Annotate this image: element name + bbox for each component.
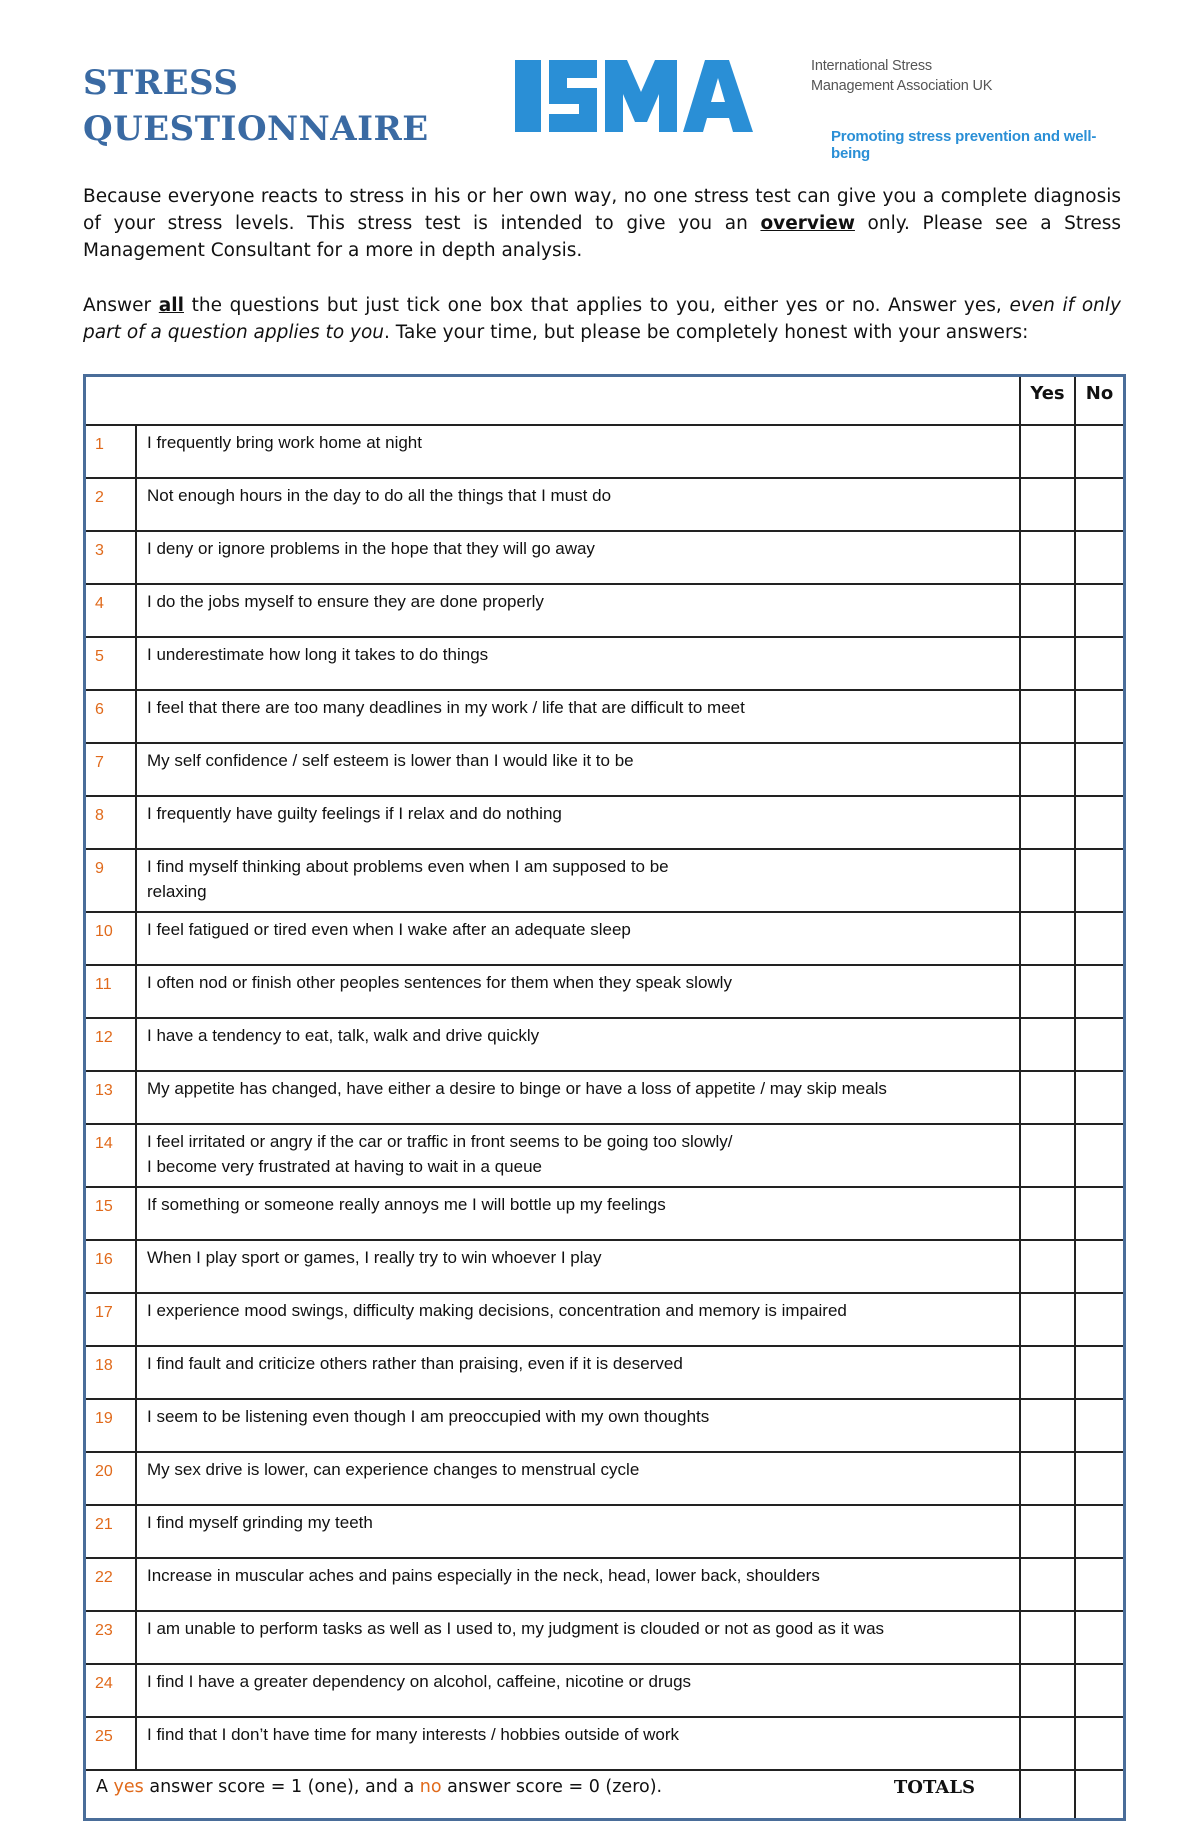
instructions-text: . Take your time, but please be completely honest with your answers: [384, 322, 1029, 343]
question-number: 22 [85, 1558, 137, 1611]
title-line-1: STRESS [83, 63, 239, 103]
question-text-line-1: I feel fatigued or tired even when I wake after an adequate sleep [147, 920, 631, 939]
question-text [136, 1293, 1020, 1346]
yes-checkbox-cell[interactable] [1020, 1018, 1075, 1071]
question-row [85, 425, 1125, 478]
question-number: 10 [85, 912, 137, 965]
question-row [85, 1611, 1125, 1664]
yes-checkbox-cell[interactable] [1020, 1452, 1075, 1505]
question-text [136, 849, 1020, 912]
yes-total-cell[interactable] [1020, 1770, 1075, 1820]
question-text [136, 690, 1020, 743]
yes-checkbox-cell[interactable] [1020, 849, 1075, 912]
yes-checkbox-cell[interactable] [1020, 690, 1075, 743]
question-row [85, 1293, 1125, 1346]
instructions-text: Answer [83, 295, 159, 316]
yes-checkbox-cell[interactable] [1020, 1293, 1075, 1346]
question-text-line-2: I become very frustrated at having to wait in a queue [147, 1157, 543, 1176]
intro-paragraph-1 [83, 183, 1121, 264]
yes-checkbox-cell[interactable] [1020, 531, 1075, 584]
question-number: 5 [85, 637, 137, 690]
question-number: 3 [85, 531, 137, 584]
no-total-cell[interactable] [1075, 1770, 1125, 1820]
question-text [136, 1558, 1020, 1611]
yes-checkbox-cell[interactable] [1020, 743, 1075, 796]
yes-checkbox-cell[interactable] [1020, 1399, 1075, 1452]
page-title [83, 60, 503, 152]
question-text-line-1: I find myself thinking about problems even when I am supposed to be [147, 857, 669, 876]
question-row [85, 1452, 1125, 1505]
question-text-line-1: When I play sport or games, I really try to win whoever I play [147, 1248, 602, 1267]
question-number: 18 [85, 1346, 137, 1399]
question-text [136, 1505, 1020, 1558]
isma-logo [555, 58, 1135, 162]
question-text [136, 1071, 1020, 1124]
header-yes: Yes [1020, 376, 1075, 426]
question-row [85, 1399, 1125, 1452]
question-text [136, 1452, 1020, 1505]
scoring-no: no [419, 1777, 442, 1797]
question-text-line-1: I am unable to perform tasks as well as I used to, my judgment is clouded or not as good as it was [147, 1619, 885, 1638]
no-checkbox-cell[interactable] [1075, 478, 1125, 531]
no-checkbox-cell[interactable] [1075, 1505, 1125, 1558]
yes-checkbox-cell[interactable] [1020, 478, 1075, 531]
question-number: 25 [85, 1717, 137, 1770]
question-text [136, 1399, 1020, 1452]
no-checkbox-cell[interactable] [1075, 1346, 1125, 1399]
question-text [136, 531, 1020, 584]
question-text-line-1: Not enough hours in the day to do all the things that I must do [147, 486, 612, 505]
yes-checkbox-cell[interactable] [1020, 584, 1075, 637]
question-number: 17 [85, 1293, 137, 1346]
yes-checkbox-cell[interactable] [1020, 1505, 1075, 1558]
question-row [85, 1664, 1125, 1717]
question-row [85, 478, 1125, 531]
yes-checkbox-cell[interactable] [1020, 1124, 1075, 1187]
scoring-note [85, 1770, 1021, 1820]
question-text [136, 1124, 1020, 1187]
yes-checkbox-cell[interactable] [1020, 965, 1075, 1018]
question-row [85, 1240, 1125, 1293]
no-checkbox-cell[interactable] [1075, 690, 1125, 743]
question-row [85, 1346, 1125, 1399]
question-number: 9 [85, 849, 137, 912]
question-text-line-1: Increase in muscular aches and pains especially in the neck, head, lower back, shoulders [147, 1566, 820, 1585]
question-number: 4 [85, 584, 137, 637]
yes-checkbox-cell[interactable] [1020, 425, 1075, 478]
question-row [85, 584, 1125, 637]
question-row [85, 1717, 1125, 1770]
yes-checkbox-cell[interactable] [1020, 1187, 1075, 1240]
yes-checkbox-cell[interactable] [1020, 1346, 1075, 1399]
question-text-line-1: I underestimate how long it takes to do things [147, 645, 489, 664]
header-blank-cell [85, 376, 1021, 426]
question-number: 20 [85, 1452, 137, 1505]
question-text [136, 965, 1020, 1018]
question-text-line-1: I deny or ignore problems in the hope that they will go away [147, 539, 595, 558]
yes-checkbox-cell[interactable] [1020, 1558, 1075, 1611]
yes-checkbox-cell[interactable] [1020, 637, 1075, 690]
intro-emphasis: overview [760, 213, 855, 234]
no-checkbox-cell[interactable] [1075, 584, 1125, 637]
yes-checkbox-cell[interactable] [1020, 1611, 1075, 1664]
question-text-line-1: I find that I don’t have time for many interests / hobbies outside of work [147, 1725, 679, 1744]
question-text-line-1: I feel irritated or angry if the car or traffic in front seems to be going too slowly/ [147, 1132, 733, 1151]
question-row [85, 796, 1125, 849]
no-checkbox-cell[interactable] [1075, 1664, 1125, 1717]
scoring-text: answer score = 1 (one), and a [143, 1777, 420, 1797]
question-number: 23 [85, 1611, 137, 1664]
question-row [85, 1018, 1125, 1071]
totals-row [85, 1770, 1125, 1820]
no-checkbox-cell[interactable] [1075, 531, 1125, 584]
question-text [136, 584, 1020, 637]
instructions-text: the questions but just tick one box that applies to you, either yes or no. Answer yes, [183, 295, 1010, 316]
yes-checkbox-cell[interactable] [1020, 1071, 1075, 1124]
no-checkbox-cell[interactable] [1075, 1240, 1125, 1293]
question-number: 12 [85, 1018, 137, 1071]
question-row [85, 531, 1125, 584]
questionnaire-table [83, 374, 1126, 1821]
question-number: 11 [85, 965, 137, 1018]
question-text-line-2: relaxing [147, 882, 207, 901]
isma-logo-mark [515, 58, 765, 138]
question-number: 14 [85, 1124, 137, 1187]
intro-text: Because everyone reacts to stress in his or her own way, no one stress test can give you a complete diagnosis of your stress levels. This stress test is intended to give you an [83, 186, 1121, 234]
question-text-line-1: I seem to be listening even though I am preoccupied with my own thoughts [147, 1407, 710, 1426]
instructions-italic: even if only part of a question applies to you [83, 295, 1121, 343]
question-row [85, 912, 1125, 965]
question-text-line-1: My sex drive is lower, can experience changes to menstrual cycle [147, 1460, 640, 1479]
question-number: 16 [85, 1240, 137, 1293]
question-text [136, 1018, 1020, 1071]
yes-checkbox-cell[interactable] [1020, 1240, 1075, 1293]
question-row [85, 965, 1125, 1018]
no-checkbox-cell[interactable] [1075, 965, 1125, 1018]
question-row [85, 1505, 1125, 1558]
no-checkbox-cell[interactable] [1075, 425, 1125, 478]
question-text [136, 1717, 1020, 1770]
question-row [85, 743, 1125, 796]
question-text [136, 912, 1020, 965]
question-number: 2 [85, 478, 137, 531]
yes-checkbox-cell[interactable] [1020, 1664, 1075, 1717]
question-number: 1 [85, 425, 137, 478]
question-text-line-1: I do the jobs myself to ensure they are done properly [147, 592, 544, 611]
logo-uk-badge: UK [785, 126, 797, 135]
totals-label: TOTALS [893, 1777, 975, 1798]
intro-text: only. Please see a Stress Management Consultant for a more in depth analysis. [83, 213, 1122, 261]
question-text-line-1: I frequently bring work home at night [147, 433, 422, 452]
question-number: 13 [85, 1071, 137, 1124]
question-row [85, 1124, 1125, 1187]
question-text-line-1: I frequently have guilty feelings if I relax and do nothing [147, 804, 562, 823]
no-checkbox-cell[interactable] [1075, 849, 1125, 912]
no-checkbox-cell[interactable] [1075, 1452, 1125, 1505]
no-checkbox-cell[interactable] [1075, 1611, 1125, 1664]
question-number: 15 [85, 1187, 137, 1240]
no-checkbox-cell[interactable] [1075, 1018, 1125, 1071]
question-number: 6 [85, 690, 137, 743]
yes-checkbox-cell[interactable] [1020, 796, 1075, 849]
no-checkbox-cell[interactable] [1075, 1558, 1125, 1611]
question-text-line-1: If something or someone really annoys me I will bottle up my feelings [147, 1195, 666, 1214]
table-header-row [85, 376, 1125, 426]
no-checkbox-cell[interactable] [1075, 1293, 1125, 1346]
question-text-line-1: I find I have a greater dependency on alcohol, caffeine, nicotine or drugs [147, 1672, 692, 1691]
question-text [136, 637, 1020, 690]
no-checkbox-cell[interactable] [1075, 796, 1125, 849]
question-text-line-1: I feel that there are too many deadlines in my work / life that are difficult to meet [147, 698, 745, 717]
instructions-emphasis: all [158, 295, 184, 316]
scoring-text: answer score = 0 (zero). [441, 1777, 663, 1797]
yes-checkbox-cell[interactable] [1020, 912, 1075, 965]
question-text [136, 1611, 1020, 1664]
no-checkbox-cell[interactable] [1075, 1124, 1125, 1187]
no-checkbox-cell[interactable] [1075, 637, 1125, 690]
logo-org-line-1: International Stress [811, 58, 932, 74]
scoring-yes: yes [113, 1777, 144, 1797]
question-text [136, 743, 1020, 796]
question-text [136, 1346, 1020, 1399]
intro-paragraph-2 [83, 292, 1121, 346]
question-text [136, 1664, 1020, 1717]
logo-tagline: Promoting stress prevention and well-being [831, 128, 1097, 162]
question-row [85, 690, 1125, 743]
question-row [85, 1187, 1125, 1240]
header-no: No [1075, 376, 1125, 426]
question-text-line-1: I have a tendency to eat, talk, walk and drive quickly [147, 1026, 540, 1045]
question-text-line-1: My self confidence / self esteem is lower than I would like it to be [147, 751, 634, 770]
no-checkbox-cell[interactable] [1075, 743, 1125, 796]
question-text-line-1: I often nod or finish other peoples sentences for them when they speak slowly [147, 973, 732, 992]
question-row [85, 849, 1125, 912]
question-text [136, 425, 1020, 478]
question-text-line-1: I experience mood swings, difficulty making decisions, concentration and memory is impaired [147, 1301, 847, 1320]
no-checkbox-cell[interactable] [1075, 912, 1125, 965]
question-number: 24 [85, 1664, 137, 1717]
title-line-2: QUESTIONNAIRE [83, 109, 429, 149]
scoring-text: A [96, 1777, 114, 1797]
question-number: 21 [85, 1505, 137, 1558]
question-number: 7 [85, 743, 137, 796]
question-row [85, 1071, 1125, 1124]
yes-checkbox-cell[interactable] [1020, 1717, 1075, 1770]
no-checkbox-cell[interactable] [1075, 1399, 1125, 1452]
question-number: 8 [85, 796, 137, 849]
question-row [85, 637, 1125, 690]
question-number: 19 [85, 1399, 137, 1452]
question-text-line-1: I find fault and criticize others rather than praising, even if it is deserved [147, 1354, 683, 1373]
question-text-line-1: I find myself grinding my teeth [147, 1513, 373, 1532]
question-row [85, 1558, 1125, 1611]
no-checkbox-cell[interactable] [1075, 1717, 1125, 1770]
question-text [136, 1187, 1020, 1240]
no-checkbox-cell[interactable] [1075, 1187, 1125, 1240]
question-text-line-1: My appetite has changed, have either a desire to binge or have a loss of appetite / may skip meals [147, 1079, 887, 1098]
no-checkbox-cell[interactable] [1075, 1071, 1125, 1124]
logo-org-line-2: Management Association UK [811, 78, 993, 94]
question-text [136, 478, 1020, 531]
question-text [136, 1240, 1020, 1293]
question-text [136, 796, 1020, 849]
